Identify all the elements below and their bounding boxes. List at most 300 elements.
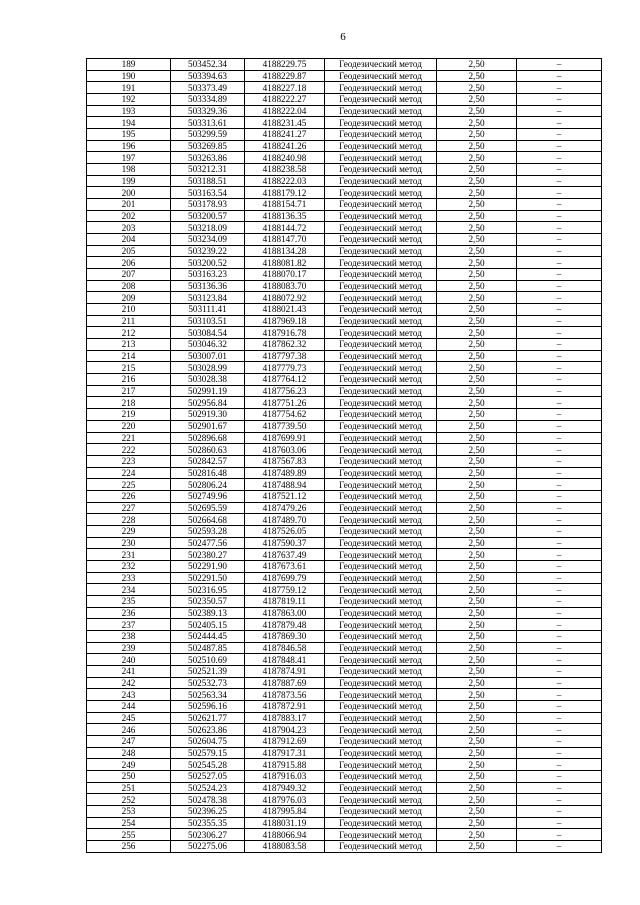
note-cell: – (517, 806, 602, 818)
method-cell: Геодезический метод (325, 841, 437, 853)
note-cell: – (517, 642, 602, 654)
point-number-cell: 226 (87, 490, 171, 502)
table-row (87, 397, 602, 409)
y-coordinate-cell: 4188241.26 (245, 140, 325, 152)
x-coordinate-cell: 503084.54 (171, 327, 245, 339)
y-coordinate-cell: 4187969.18 (245, 315, 325, 327)
note-cell: – (517, 700, 602, 712)
table-row (87, 210, 602, 222)
note-cell: – (517, 117, 602, 129)
accuracy-cell: 2,50 (437, 397, 517, 409)
point-number-cell: 250 (87, 770, 171, 782)
method-cell: Геодезический метод (325, 385, 437, 397)
x-coordinate-cell: 503218.09 (171, 222, 245, 234)
point-number-cell: 189 (87, 59, 171, 71)
point-number-cell: 199 (87, 175, 171, 187)
accuracy-cell: 2,50 (437, 327, 517, 339)
accuracy-cell: 2,50 (437, 59, 517, 71)
note-cell: – (517, 759, 602, 771)
note-cell: – (517, 245, 602, 257)
method-cell: Геодезический метод (325, 537, 437, 549)
y-coordinate-cell: 4187874.91 (245, 665, 325, 677)
y-coordinate-cell: 4188136.35 (245, 210, 325, 222)
point-number-cell: 215 (87, 362, 171, 374)
point-number-cell: 233 (87, 572, 171, 584)
method-cell: Геодезический метод (325, 234, 437, 246)
y-coordinate-cell: 4187759.12 (245, 584, 325, 596)
accuracy-cell: 2,50 (437, 152, 517, 164)
y-coordinate-cell: 4188238.58 (245, 164, 325, 176)
accuracy-cell: 2,50 (437, 175, 517, 187)
point-number-cell: 216 (87, 374, 171, 386)
point-number-cell: 198 (87, 164, 171, 176)
table-row (87, 420, 602, 432)
method-cell: Геодезический метод (325, 549, 437, 561)
x-coordinate-cell: 503046.32 (171, 339, 245, 351)
y-coordinate-cell: 4188154.71 (245, 199, 325, 211)
table-row (87, 677, 602, 689)
point-number-cell: 209 (87, 292, 171, 304)
accuracy-cell: 2,50 (437, 700, 517, 712)
point-number-cell: 252 (87, 794, 171, 806)
y-coordinate-cell: 4187949.32 (245, 782, 325, 794)
table-row (87, 782, 602, 794)
table-row (87, 257, 602, 269)
note-cell: – (517, 140, 602, 152)
method-cell: Геодезический метод (325, 210, 437, 222)
note-cell: – (517, 234, 602, 246)
x-coordinate-cell: 503028.99 (171, 362, 245, 374)
point-number-cell: 212 (87, 327, 171, 339)
method-cell: Геодезический метод (325, 444, 437, 456)
note-cell: – (517, 770, 602, 782)
table-row (87, 689, 602, 701)
x-coordinate-cell: 502901.67 (171, 420, 245, 432)
y-coordinate-cell: 4187637.49 (245, 549, 325, 561)
table-row (87, 560, 602, 572)
method-cell: Геодезический метод (325, 280, 437, 292)
x-coordinate-cell: 502579.15 (171, 747, 245, 759)
x-coordinate-cell: 503200.52 (171, 257, 245, 269)
method-cell: Геодезический метод (325, 502, 437, 514)
table-row (87, 222, 602, 234)
method-cell: Геодезический метод (325, 315, 437, 327)
table-row (87, 292, 602, 304)
accuracy-cell: 2,50 (437, 619, 517, 631)
note-cell: – (517, 479, 602, 491)
accuracy-cell: 2,50 (437, 432, 517, 444)
accuracy-cell: 2,50 (437, 164, 517, 176)
accuracy-cell: 2,50 (437, 94, 517, 106)
y-coordinate-cell: 4187872.91 (245, 700, 325, 712)
x-coordinate-cell: 503373.49 (171, 82, 245, 94)
y-coordinate-cell: 4188134.28 (245, 245, 325, 257)
x-coordinate-cell: 503452.34 (171, 59, 245, 71)
x-coordinate-cell: 503239.22 (171, 245, 245, 257)
note-cell: – (517, 607, 602, 619)
accuracy-cell: 2,50 (437, 245, 517, 257)
point-number-cell: 238 (87, 630, 171, 642)
note-cell: – (517, 374, 602, 386)
accuracy-cell: 2,50 (437, 770, 517, 782)
method-cell: Геодезический метод (325, 432, 437, 444)
accuracy-cell: 2,50 (437, 677, 517, 689)
method-cell: Геодезический метод (325, 292, 437, 304)
y-coordinate-cell: 4187879.48 (245, 619, 325, 631)
x-coordinate-cell: 502806.24 (171, 479, 245, 491)
y-coordinate-cell: 4187995.84 (245, 806, 325, 818)
x-coordinate-cell: 502896.68 (171, 432, 245, 444)
note-cell: – (517, 187, 602, 199)
y-coordinate-cell: 4187912.69 (245, 735, 325, 747)
y-coordinate-cell: 4187869.30 (245, 630, 325, 642)
method-cell: Геодезический метод (325, 467, 437, 479)
method-cell: Геодезический метод (325, 619, 437, 631)
table-row (87, 747, 602, 759)
method-cell: Геодезический метод (325, 187, 437, 199)
y-coordinate-cell: 4188066.94 (245, 829, 325, 841)
table-row (87, 187, 602, 199)
accuracy-cell: 2,50 (437, 117, 517, 129)
method-cell: Геодезический метод (325, 350, 437, 362)
table-row (87, 642, 602, 654)
x-coordinate-cell: 502527.05 (171, 770, 245, 782)
y-coordinate-cell: 4188241.27 (245, 129, 325, 141)
point-number-cell: 208 (87, 280, 171, 292)
method-cell: Геодезический метод (325, 374, 437, 386)
method-cell: Геодезический метод (325, 584, 437, 596)
table-row (87, 234, 602, 246)
note-cell: – (517, 327, 602, 339)
point-number-cell: 242 (87, 677, 171, 689)
x-coordinate-cell: 502919.30 (171, 409, 245, 421)
note-cell: – (517, 794, 602, 806)
method-cell: Геодезический метод (325, 560, 437, 572)
y-coordinate-cell: 4188222.27 (245, 94, 325, 106)
table-row (87, 514, 602, 526)
note-cell: – (517, 350, 602, 362)
table-row (87, 409, 602, 421)
note-cell: – (517, 630, 602, 642)
note-cell: – (517, 59, 602, 71)
point-number-cell: 207 (87, 269, 171, 281)
accuracy-cell: 2,50 (437, 607, 517, 619)
y-coordinate-cell: 4187699.79 (245, 572, 325, 584)
x-coordinate-cell: 502291.90 (171, 560, 245, 572)
point-number-cell: 210 (87, 304, 171, 316)
method-cell: Геодезический метод (325, 735, 437, 747)
point-number-cell: 204 (87, 234, 171, 246)
x-coordinate-cell: 502521.39 (171, 665, 245, 677)
method-cell: Геодезический метод (325, 164, 437, 176)
point-number-cell: 214 (87, 350, 171, 362)
x-coordinate-cell: 503163.54 (171, 187, 245, 199)
method-cell: Геодезический метод (325, 817, 437, 829)
method-cell: Геодезический метод (325, 269, 437, 281)
y-coordinate-cell: 4187916.78 (245, 327, 325, 339)
y-coordinate-cell: 4187673.61 (245, 560, 325, 572)
x-coordinate-cell: 502593.28 (171, 525, 245, 537)
y-coordinate-cell: 4187819.11 (245, 595, 325, 607)
point-number-cell: 255 (87, 829, 171, 841)
method-cell: Геодезический метод (325, 245, 437, 257)
x-coordinate-cell: 502991.19 (171, 385, 245, 397)
note-cell: – (517, 572, 602, 584)
point-number-cell: 232 (87, 560, 171, 572)
accuracy-cell: 2,50 (437, 549, 517, 561)
table-row (87, 152, 602, 164)
note-cell: – (517, 175, 602, 187)
note-cell: – (517, 455, 602, 467)
note-cell: – (517, 164, 602, 176)
table-row (87, 841, 602, 853)
accuracy-cell: 2,50 (437, 572, 517, 584)
method-cell: Геодезический метод (325, 362, 437, 374)
accuracy-cell: 2,50 (437, 560, 517, 572)
point-number-cell: 193 (87, 105, 171, 117)
accuracy-cell: 2,50 (437, 105, 517, 117)
x-coordinate-cell: 503123.84 (171, 292, 245, 304)
note-cell: – (517, 654, 602, 666)
point-number-cell: 241 (87, 665, 171, 677)
note-cell: – (517, 362, 602, 374)
method-cell: Геодезический метод (325, 700, 437, 712)
method-cell: Геодезический метод (325, 94, 437, 106)
table-row (87, 374, 602, 386)
point-number-cell: 192 (87, 94, 171, 106)
accuracy-cell: 2,50 (437, 467, 517, 479)
note-cell: – (517, 94, 602, 106)
accuracy-cell: 2,50 (437, 234, 517, 246)
note-cell: – (517, 829, 602, 841)
table-row (87, 817, 602, 829)
point-number-cell: 249 (87, 759, 171, 771)
point-number-cell: 239 (87, 642, 171, 654)
table-row (87, 595, 602, 607)
point-number-cell: 219 (87, 409, 171, 421)
note-cell: – (517, 304, 602, 316)
point-number-cell: 243 (87, 689, 171, 701)
note-cell: – (517, 222, 602, 234)
point-number-cell: 234 (87, 584, 171, 596)
table-row (87, 245, 602, 257)
accuracy-cell: 2,50 (437, 374, 517, 386)
table-row (87, 117, 602, 129)
x-coordinate-cell: 502621.77 (171, 712, 245, 724)
note-cell: – (517, 665, 602, 677)
table-row (87, 630, 602, 642)
table-row (87, 584, 602, 596)
point-number-cell: 191 (87, 82, 171, 94)
note-cell: – (517, 257, 602, 269)
point-number-cell: 220 (87, 420, 171, 432)
x-coordinate-cell: 502477.56 (171, 537, 245, 549)
y-coordinate-cell: 4188081.82 (245, 257, 325, 269)
coordinates-table (86, 58, 602, 853)
point-number-cell: 246 (87, 724, 171, 736)
note-cell: – (517, 315, 602, 327)
accuracy-cell: 2,50 (437, 584, 517, 596)
accuracy-cell: 2,50 (437, 210, 517, 222)
table-row (87, 140, 602, 152)
accuracy-cell: 2,50 (437, 782, 517, 794)
point-number-cell: 206 (87, 257, 171, 269)
y-coordinate-cell: 4188083.58 (245, 841, 325, 853)
accuracy-cell: 2,50 (437, 689, 517, 701)
y-coordinate-cell: 4187521.12 (245, 490, 325, 502)
x-coordinate-cell: 502532.73 (171, 677, 245, 689)
note-cell: – (517, 525, 602, 537)
y-coordinate-cell: 4187846.58 (245, 642, 325, 654)
note-cell: – (517, 735, 602, 747)
method-cell: Геодезический метод (325, 70, 437, 82)
table-row (87, 350, 602, 362)
accuracy-cell: 2,50 (437, 724, 517, 736)
accuracy-cell: 2,50 (437, 257, 517, 269)
point-number-cell: 203 (87, 222, 171, 234)
x-coordinate-cell: 503007.01 (171, 350, 245, 362)
accuracy-cell: 2,50 (437, 630, 517, 642)
point-number-cell: 254 (87, 817, 171, 829)
method-cell: Геодезический метод (325, 642, 437, 654)
y-coordinate-cell: 4187754.62 (245, 409, 325, 421)
note-cell: – (517, 841, 602, 853)
method-cell: Геодезический метод (325, 829, 437, 841)
method-cell: Геодезический метод (325, 654, 437, 666)
x-coordinate-cell: 503111.41 (171, 304, 245, 316)
method-cell: Геодезический метод (325, 806, 437, 818)
x-coordinate-cell: 502695.59 (171, 502, 245, 514)
method-cell: Геодезический метод (325, 304, 437, 316)
method-cell: Геодезический метод (325, 595, 437, 607)
x-coordinate-cell: 502389.13 (171, 607, 245, 619)
method-cell: Геодезический метод (325, 327, 437, 339)
accuracy-cell: 2,50 (437, 222, 517, 234)
y-coordinate-cell: 4188240.98 (245, 152, 325, 164)
point-number-cell: 202 (87, 210, 171, 222)
table-row (87, 362, 602, 374)
y-coordinate-cell: 4188229.75 (245, 59, 325, 71)
note-cell: – (517, 502, 602, 514)
note-cell: – (517, 817, 602, 829)
y-coordinate-cell: 4187916.03 (245, 770, 325, 782)
table-row (87, 607, 602, 619)
note-cell: – (517, 549, 602, 561)
method-cell: Геодезический метод (325, 117, 437, 129)
x-coordinate-cell: 503136.36 (171, 280, 245, 292)
accuracy-cell: 2,50 (437, 82, 517, 94)
method-cell: Геодезический метод (325, 152, 437, 164)
x-coordinate-cell: 502545.28 (171, 759, 245, 771)
x-coordinate-cell: 503269.85 (171, 140, 245, 152)
x-coordinate-cell: 502380.27 (171, 549, 245, 561)
y-coordinate-cell: 4187751.26 (245, 397, 325, 409)
accuracy-cell: 2,50 (437, 794, 517, 806)
y-coordinate-cell: 4187848.41 (245, 654, 325, 666)
y-coordinate-cell: 4187739.50 (245, 420, 325, 432)
method-cell: Геодезический метод (325, 747, 437, 759)
point-number-cell: 253 (87, 806, 171, 818)
note-cell: – (517, 724, 602, 736)
point-number-cell: 213 (87, 339, 171, 351)
accuracy-cell: 2,50 (437, 841, 517, 853)
accuracy-cell: 2,50 (437, 362, 517, 374)
y-coordinate-cell: 4187779.73 (245, 362, 325, 374)
method-cell: Геодезический метод (325, 257, 437, 269)
note-cell: – (517, 560, 602, 572)
x-coordinate-cell: 502563.34 (171, 689, 245, 701)
method-cell: Геодезический метод (325, 105, 437, 117)
x-coordinate-cell: 502860.63 (171, 444, 245, 456)
accuracy-cell: 2,50 (437, 385, 517, 397)
note-cell: – (517, 514, 602, 526)
table-row (87, 315, 602, 327)
note-cell: – (517, 385, 602, 397)
x-coordinate-cell: 502291.50 (171, 572, 245, 584)
table-row (87, 105, 602, 117)
x-coordinate-cell: 502396.25 (171, 806, 245, 818)
y-coordinate-cell: 4188231.45 (245, 117, 325, 129)
table-row (87, 712, 602, 724)
accuracy-cell: 2,50 (437, 455, 517, 467)
table-row (87, 654, 602, 666)
accuracy-cell: 2,50 (437, 525, 517, 537)
table-row (87, 82, 602, 94)
point-number-cell: 195 (87, 129, 171, 141)
note-cell: – (517, 409, 602, 421)
x-coordinate-cell: 503394.63 (171, 70, 245, 82)
point-number-cell: 223 (87, 455, 171, 467)
note-cell: – (517, 747, 602, 759)
point-number-cell: 231 (87, 549, 171, 561)
y-coordinate-cell: 4187917.31 (245, 747, 325, 759)
table-row (87, 770, 602, 782)
point-number-cell: 197 (87, 152, 171, 164)
table-row (87, 829, 602, 841)
note-cell: – (517, 490, 602, 502)
y-coordinate-cell: 4187904.23 (245, 724, 325, 736)
x-coordinate-cell: 502405.15 (171, 619, 245, 631)
method-cell: Геодезический метод (325, 455, 437, 467)
method-cell: Геодезический метод (325, 724, 437, 736)
point-number-cell: 228 (87, 514, 171, 526)
table-row (87, 619, 602, 631)
table-row (87, 175, 602, 187)
y-coordinate-cell: 4187590.37 (245, 537, 325, 549)
point-number-cell: 224 (87, 467, 171, 479)
y-coordinate-cell: 4188031.19 (245, 817, 325, 829)
method-cell: Геодезический метод (325, 770, 437, 782)
x-coordinate-cell: 502524.23 (171, 782, 245, 794)
y-coordinate-cell: 4188179.12 (245, 187, 325, 199)
y-coordinate-cell: 4187756.23 (245, 385, 325, 397)
page-number: 6 (340, 31, 346, 43)
point-number-cell: 244 (87, 700, 171, 712)
table-row (87, 537, 602, 549)
note-cell: – (517, 467, 602, 479)
accuracy-cell: 2,50 (437, 129, 517, 141)
point-number-cell: 211 (87, 315, 171, 327)
table-row (87, 490, 602, 502)
y-coordinate-cell: 4187764.12 (245, 374, 325, 386)
accuracy-cell: 2,50 (437, 665, 517, 677)
x-coordinate-cell: 502842.57 (171, 455, 245, 467)
accuracy-cell: 2,50 (437, 140, 517, 152)
x-coordinate-cell: 503234.09 (171, 234, 245, 246)
accuracy-cell: 2,50 (437, 735, 517, 747)
point-number-cell: 235 (87, 595, 171, 607)
point-number-cell: 221 (87, 432, 171, 444)
